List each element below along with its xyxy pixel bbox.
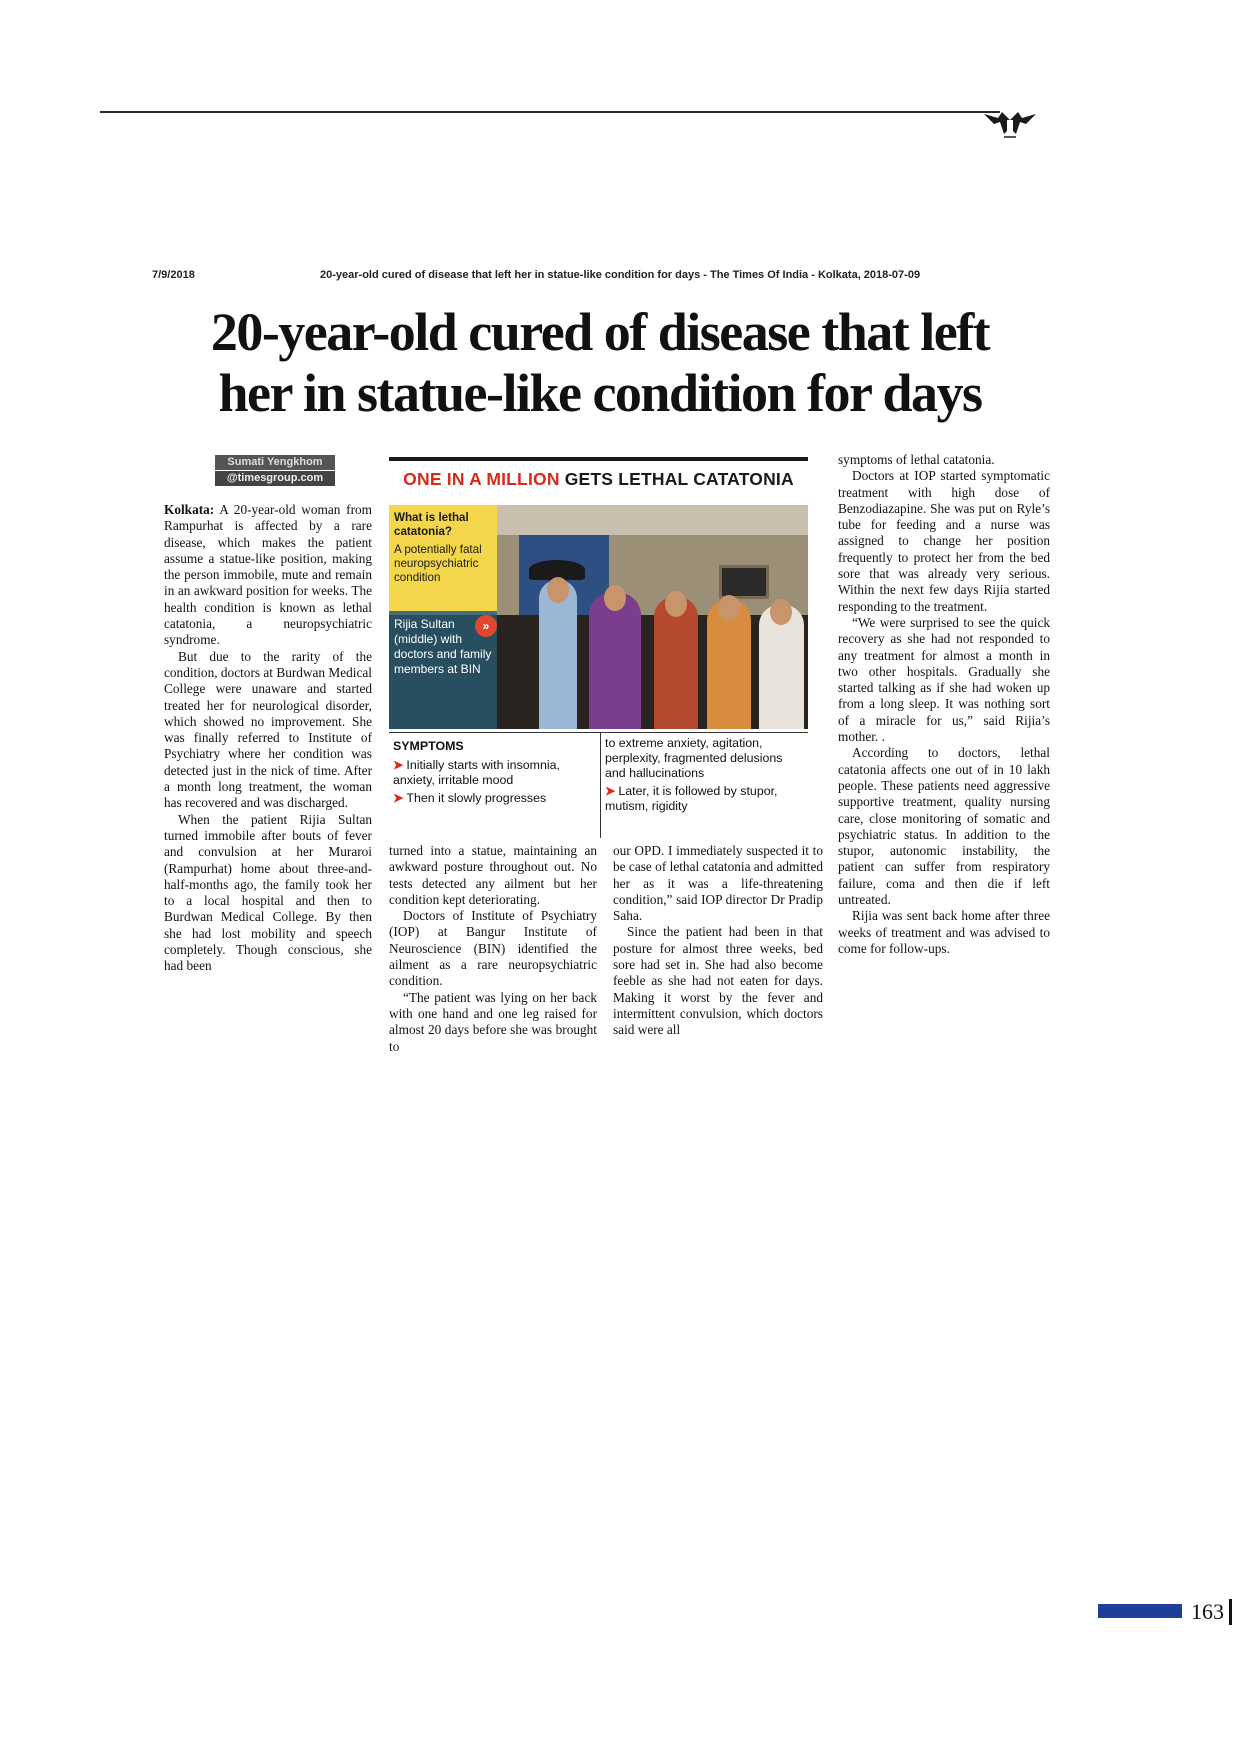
paragraph: Since the patient had been in that posture for almost three weeks, bed sore had set in. She had also become feeble as she had not eaten for days. Making it worst by the fever and intermittent convulsion, which doctors said were all [613,924,823,1038]
dateline: Kolkata: [164,502,215,517]
symptom-item: ➤ Then it slowly progresses [393,791,547,806]
symptom-item: ➤ Initially starts with insomnia, anxiety, irritable mood [393,757,560,787]
byline-email: @timesgroup.com [215,471,335,486]
bullet-arrow-icon: ➤ [393,791,404,806]
paragraph: But due to the rarity of the condition, doctors at Burdwan Medical College were unaware and started treated her for neurological disorder, which showed no improvement. She was finally referred to Institute of Psychiatry where her condition was detected just in the nick of time. After a month long treatment, the woman has recovered and was discharged. [164,648,372,811]
symptom-item: ➤ Later, it is followed by stupor, mutism, rigidity [605,784,778,814]
print-date: 7/9/2018 [152,269,195,281]
article-column-2 [389,843,597,1055]
bullet-arrow-icon: ➤ [605,784,616,799]
photo-caption [389,611,497,729]
symptoms-panel [389,732,808,837]
byline-name: Sumati Yengkhom [215,455,335,470]
print-source-line: 20-year-old cured of disease that left her in statue-like condition for days - The Times Of India - Kolkata, 2018-07-09 [320,269,921,281]
headline-line-2: her in statue-like condition for days [218,363,982,423]
paragraph: Kolkata: A 20-year-old woman from Rampurhat is affected by a rare disease, which makes the patient assume a statue-like position, making the person immobile, mute and remain in an awkward position for weeks. The health condition is known as lethal catatonia, a neuropsychiatric syndrome. [164,502,372,648]
article-column-3 [613,843,823,1039]
symptoms-left [389,733,594,812]
paragraph: Doctors of Institute of Psychiatry (IOP) at Bangur Institute of Neuroscience (BIN) identified the ailment as a rare neuropsychiatric condition. [389,908,597,989]
definition-answer: A potentially fatal neuropsychiatric condition [394,543,482,584]
infobox-title-highlight: ONE IN A MILLION [403,469,560,489]
page-accent-bar [1098,1604,1182,1618]
paragraph: “We were surprised to see the quick recovery as she had not responded to any treatment for almost a month in two other hospitals. Gradually she started talking as if she had woken up from a long sleep. It was nothing sort of a miracle for us,” said Rijia’s mother. . [838,614,1050,745]
paragraph: “The patient was lying on her back with one hand and one leg raised for almost 20 days before she was brought to [389,989,597,1054]
symptoms-heading: SYMPTOMS [393,739,464,753]
paragraph: When the patient Rijia Sultan turned immobile after bouts of fever and convulsion at her Muraroi (Rampurhat) home about three-and-half-months ago, the family took her to a local hospital and then to Burdwan Medical College. By then she had lost mobility and speech completely. Though conscious, she had been [164,811,372,974]
paragraph: Rijia was sent back home after three weeks of treatment and was advised to come for follow-ups. [838,908,1050,956]
top-rule [100,111,1000,113]
paragraph: Doctors at IOP started symptomatic treatment with high dose of Benzodiazapine. She was put on Ryle’s tube for feeding and a nurse was assigned to change her position frequently to protect her from the bed sore that was already very serious. Within the next few days Rijia started responding to the treatment. [838,468,1050,614]
page-tick [1229,1599,1232,1625]
symptoms-right [600,733,808,838]
infobox [389,457,808,833]
definition-panel [389,505,497,611]
paragraph: According to doctors, lethal catatonia affects one out of in 10 lakh people. These patients need aggressive supportive treatment, quality nursing care, close monitoring of somatic and psychiatric status. In addition to the stupor, autonomic instability, the patient can suffer from respiratory failure, coma and then die if left untreated. [838,745,1050,908]
definition-question: What is lethal catatonia? [394,511,469,538]
paragraph: turned into a statue, maintaining an awkward posture throughout out. No tests detected any ailment but her condition kept deteriorating. [389,843,597,907]
article-column-1 [164,502,372,975]
double-chevron-icon: » [475,615,497,637]
bullet-arrow-icon: ➤ [393,757,404,772]
page-number: 163 [1191,1599,1224,1624]
article-headline [150,302,1050,424]
headline-line-1: 20-year-old cured of disease that left [210,302,990,362]
infobox-title [389,469,808,490]
article-column-4 [838,452,1050,957]
photo-caption-text: Rijia Sultan (middle) with doctors and family members at BIN [394,617,492,676]
paragraph: our OPD. I immediately suspected it to be case of lethal catatonia and admitted her as it was a life-threatening condition,” said IOP director Dr Pradip Saha. [613,843,823,924]
infobox-title-rest: GETS LETHAL CATATONIA [559,469,794,489]
paragraph: symptoms of lethal catatonia. [838,452,995,467]
byline [215,455,335,486]
publisher-logo-icon [980,108,1040,144]
symptom-continuation: to extreme anxiety, agitation, perplexity, fragmented delusions and hallucinations [605,736,783,780]
